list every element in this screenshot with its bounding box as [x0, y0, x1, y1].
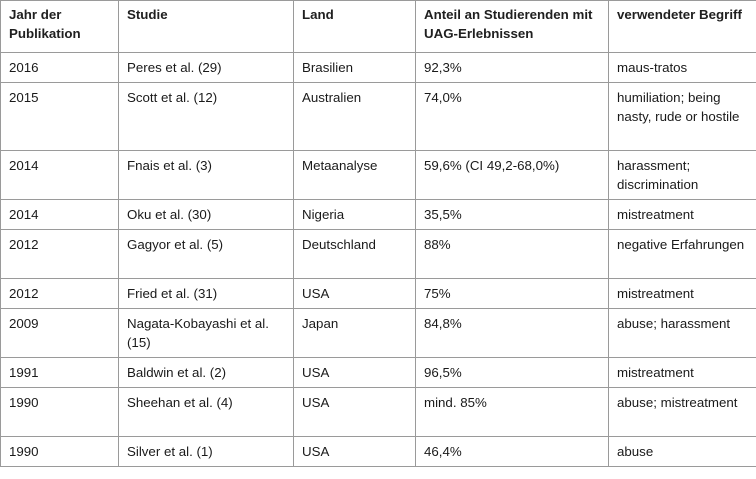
cell-country: USA [294, 279, 416, 309]
cell-share: 88% [416, 230, 609, 279]
cell-country: USA [294, 437, 416, 467]
cell-country: Nigeria [294, 200, 416, 230]
cell-country: USA [294, 388, 416, 437]
cell-study: Scott et al. (12) [119, 83, 294, 151]
cell-study: Gagyor et al. (5) [119, 230, 294, 279]
cell-study: Sheehan et al. (4) [119, 388, 294, 437]
cell-year: 2016 [1, 53, 119, 83]
cell-year: 2015 [1, 83, 119, 151]
header-country: Land [294, 1, 416, 53]
cell-term: mistreatment [609, 358, 756, 388]
cell-share: 92,3% [416, 53, 609, 83]
cell-term: abuse; harassment [609, 309, 756, 358]
header-year: Jahr der Publikation [1, 1, 119, 53]
table-row [1, 437, 756, 467]
cell-term: abuse [609, 437, 756, 467]
cell-study: Oku et al. (30) [119, 200, 294, 230]
cell-year: 2012 [1, 279, 119, 309]
cell-study: Nagata-Kobayashi et al. (15) [119, 309, 294, 358]
cell-share: 84,8% [416, 309, 609, 358]
cell-share: 59,6% (CI 49,2-68,0%) [416, 151, 609, 200]
table-row [1, 83, 756, 151]
cell-term: negative Erfahrungen [609, 230, 756, 279]
cell-share: 46,4% [416, 437, 609, 467]
cell-country: Metaanalyse [294, 151, 416, 200]
cell-country: Deutschland [294, 230, 416, 279]
cell-country: Brasilien [294, 53, 416, 83]
cell-share: 75% [416, 279, 609, 309]
cell-term: mistreatment [609, 200, 756, 230]
table-row [1, 279, 756, 309]
cell-year: 1991 [1, 358, 119, 388]
cell-year: 2012 [1, 230, 119, 279]
cell-study: Fried et al. (31) [119, 279, 294, 309]
cell-country: Japan [294, 309, 416, 358]
cell-study: Peres et al. (29) [119, 53, 294, 83]
cell-study: Baldwin et al. (2) [119, 358, 294, 388]
cell-term: mistreatment [609, 279, 756, 309]
cell-share: mind. 85% [416, 388, 609, 437]
cell-year: 2009 [1, 309, 119, 358]
cell-year: 1990 [1, 388, 119, 437]
table-row [1, 388, 756, 437]
cell-term: harassment; discrimination [609, 151, 756, 200]
table-row [1, 230, 756, 279]
cell-year: 2014 [1, 151, 119, 200]
table-row [1, 309, 756, 358]
cell-country: USA [294, 358, 416, 388]
table-header-row [1, 1, 756, 53]
table-row [1, 358, 756, 388]
header-study: Studie [119, 1, 294, 53]
cell-term: maus-tratos [609, 53, 756, 83]
cell-year: 2014 [1, 200, 119, 230]
cell-share: 35,5% [416, 200, 609, 230]
cell-study: Fnais et al. (3) [119, 151, 294, 200]
table-row [1, 53, 756, 83]
cell-year: 1990 [1, 437, 119, 467]
cell-share: 96,5% [416, 358, 609, 388]
header-share: Anteil an Studierenden mit UAG-Erlebnissen [416, 1, 609, 53]
cell-study: Silver et al. (1) [119, 437, 294, 467]
header-term: verwendeter Begriff [609, 1, 756, 53]
table-row [1, 200, 756, 230]
cell-share: 74,0% [416, 83, 609, 151]
cell-country: Australien [294, 83, 416, 151]
cell-term: humiliation; being nasty, rude or hostile [609, 83, 756, 151]
cell-term: abuse; mistreatment [609, 388, 756, 437]
table-row [1, 151, 756, 200]
